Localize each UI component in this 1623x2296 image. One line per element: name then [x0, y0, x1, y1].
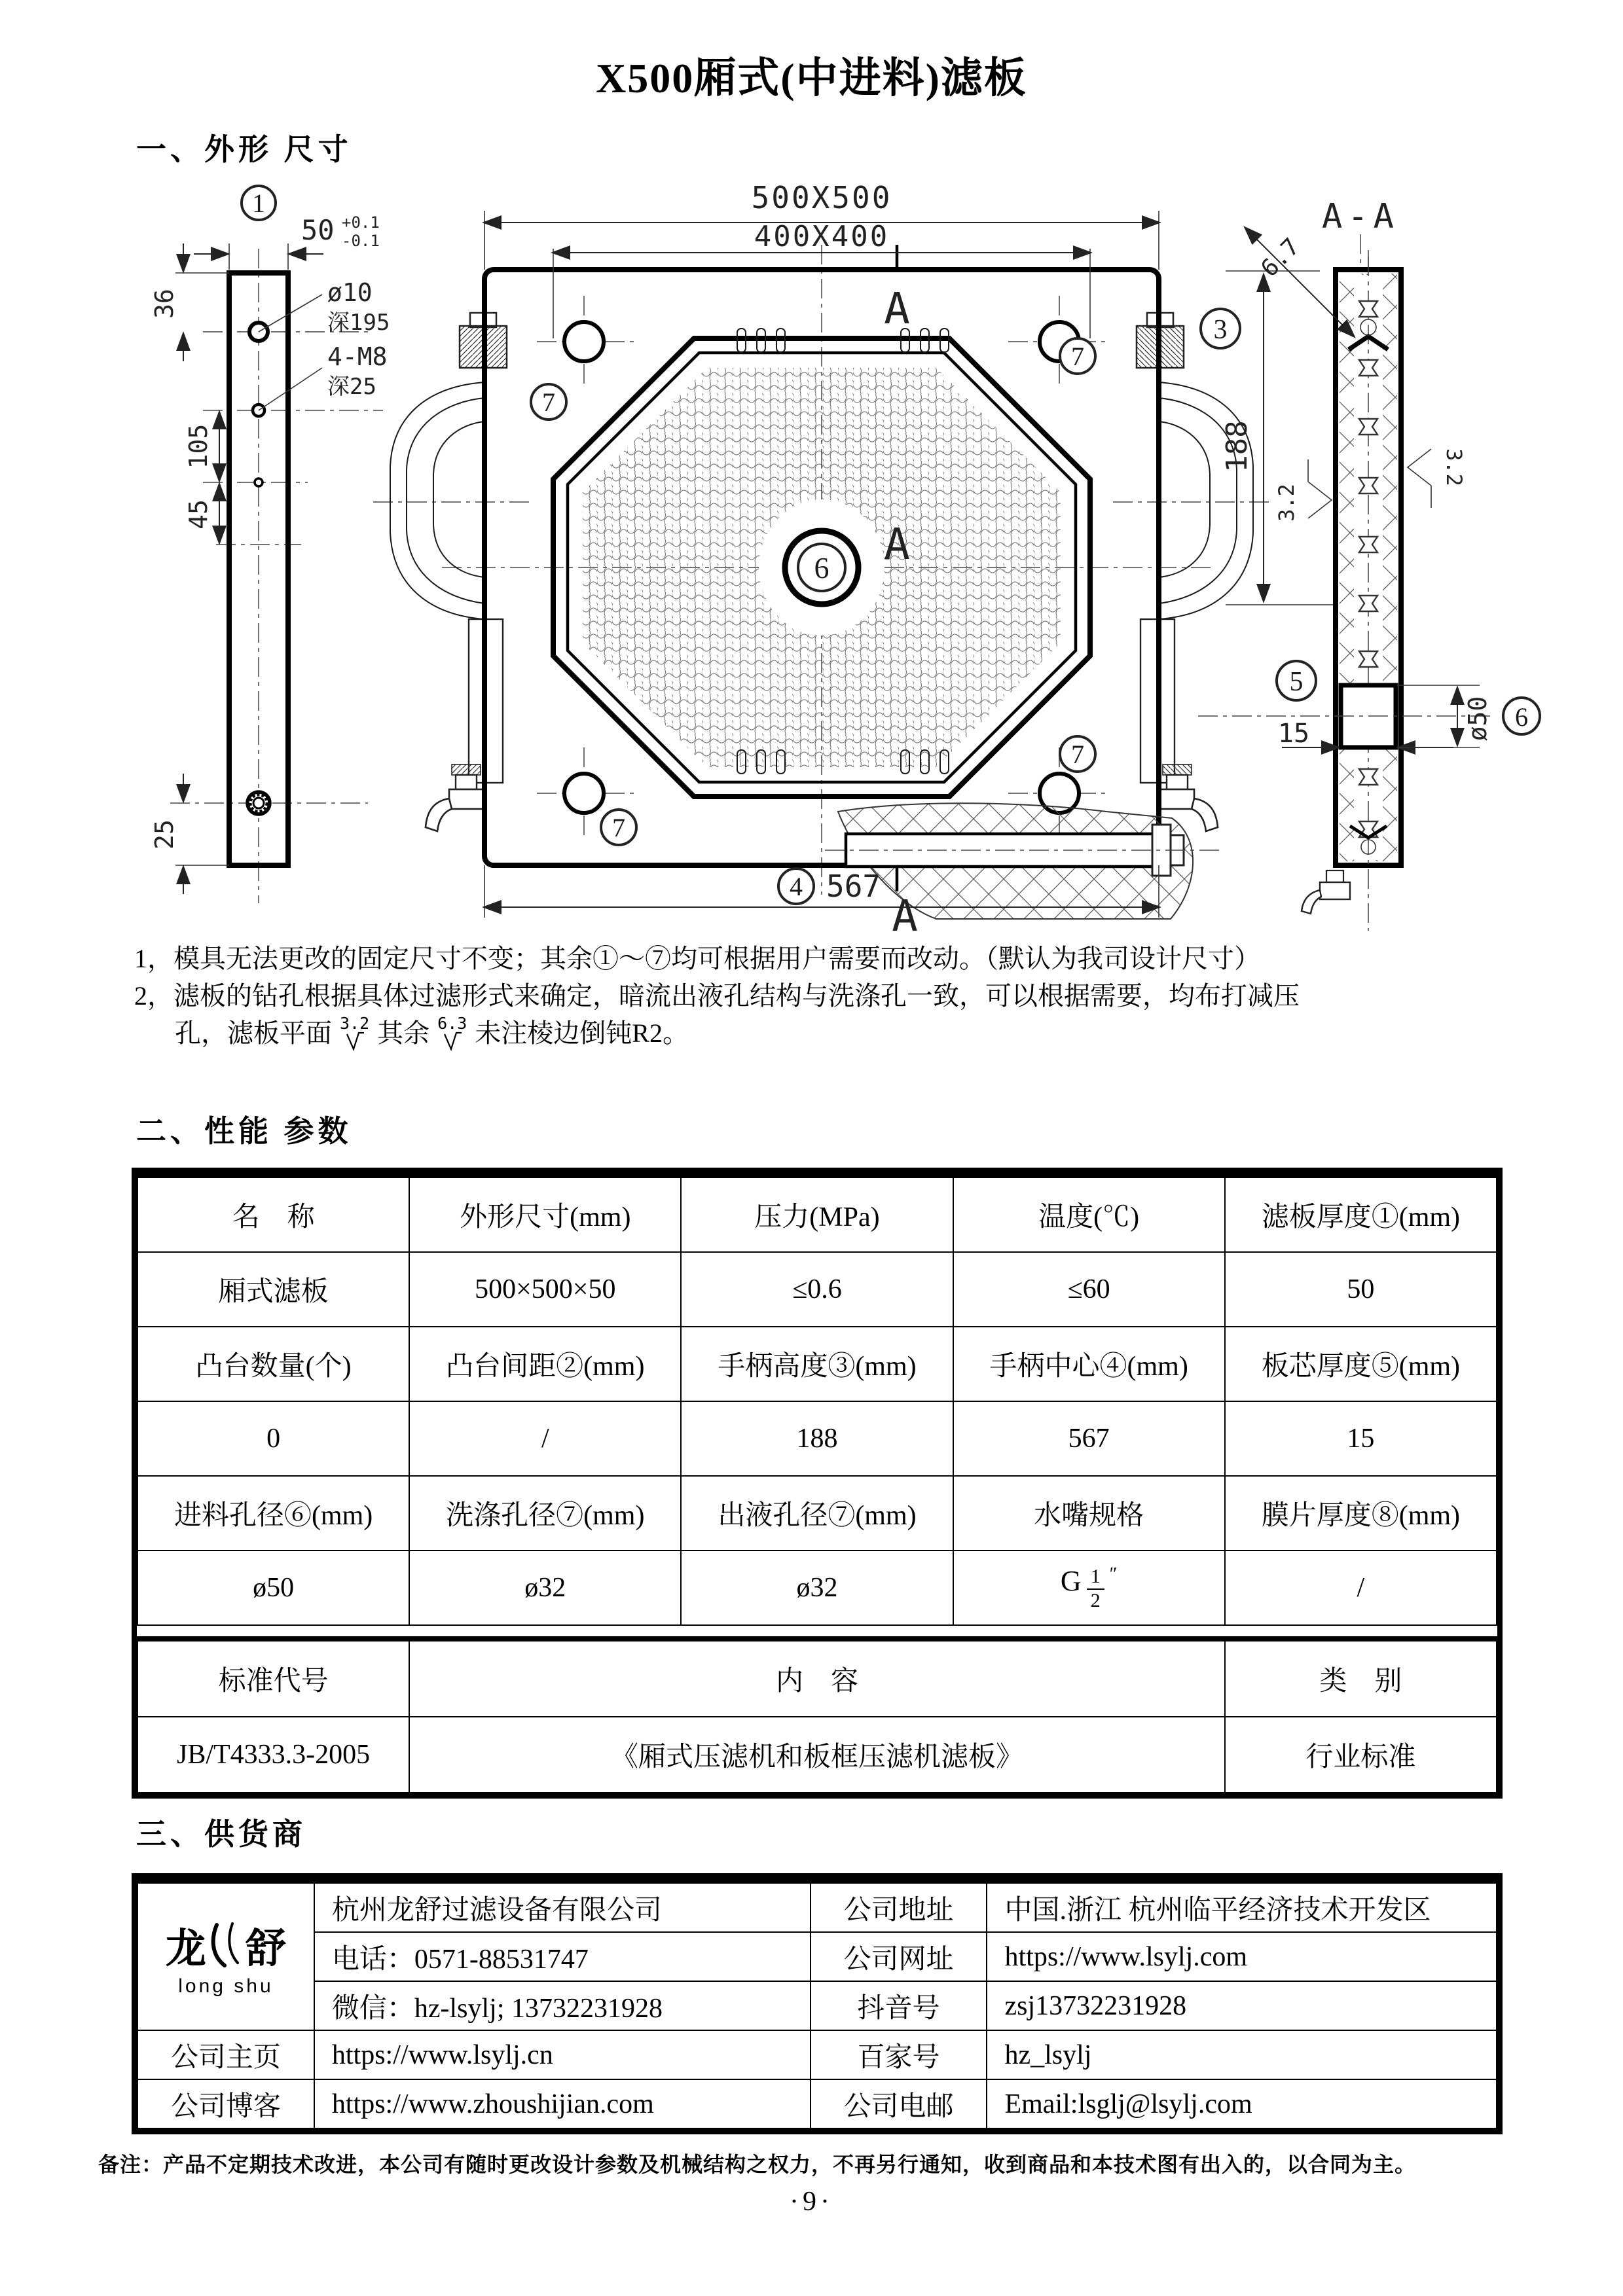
table-cell: 出液孔径⑦(mm): [681, 1476, 953, 1551]
nozzle-spec: G $\frac{1}{2}$ ″: [1060, 1564, 1118, 1611]
page-title: X500厢式(中进料)滤板: [596, 55, 1027, 101]
dim-plate-size: 500X500: [751, 180, 892, 215]
dim-188: 188: [1220, 420, 1254, 473]
field-label: 公司博客: [137, 2079, 314, 2128]
table-cell: 500×500×50: [409, 1252, 681, 1327]
company-website: https://www.lsylj.com: [987, 1932, 1497, 1981]
label-hole-mid: 4-M8: [327, 342, 388, 371]
table-cell: 行业标准: [1225, 1717, 1497, 1793]
table-cell: 《厢式压滤机和板框压滤机滤板》: [409, 1717, 1225, 1793]
supplier-table: [132, 1873, 1503, 2134]
callout-4: 4: [790, 872, 803, 901]
field-label: 公司地址: [811, 1883, 987, 1932]
roughness-symbol-3-2: 3.2: [340, 1015, 369, 1051]
company-name: 杭州龙舒过滤设备有限公司: [314, 1883, 811, 1932]
label-hole-top-depth: 深195: [327, 310, 390, 336]
roughness-left: 3.2: [1274, 484, 1299, 522]
side-view-dimensions: [150, 186, 390, 894]
table-cell: 0: [137, 1401, 409, 1476]
section-heading-performance: 二、性能 参数: [136, 1115, 352, 1148]
roughness-check-icon: [345, 1031, 365, 1051]
section-view: [1198, 197, 1493, 931]
company-blog: https://www.zhoushijian.com: [314, 2079, 811, 2128]
field-label: 公司网址: [811, 1932, 987, 1981]
table-cell: ø32: [681, 1551, 953, 1625]
longshu-logo-mark-icon: [208, 1922, 244, 1968]
table-cell: 滤板厚度①(mm): [1225, 1177, 1497, 1252]
callout-6-center: 6: [814, 551, 830, 584]
table-cell: ø32: [409, 1551, 681, 1625]
company-phone: 电话：0571-88531747: [314, 1932, 811, 1981]
dim-tolerance-plus: +0.1: [342, 213, 380, 232]
table-cell: ≤60: [953, 1252, 1225, 1327]
field-label: 百家号: [811, 2030, 987, 2079]
callout-5: 5: [1289, 667, 1304, 697]
note-2-part: 孔，滤板平面: [175, 1018, 332, 1048]
company-douyin: zsj13732231928: [987, 1981, 1497, 2030]
drawing-notes: [134, 940, 1509, 1052]
performance-table: [132, 1168, 1503, 1799]
roughness-check-icon: [443, 1031, 462, 1051]
front-view: [373, 245, 1270, 936]
section-heading-supplier: 三、供货商: [136, 1818, 306, 1851]
dim-25: 25: [150, 819, 179, 850]
table-cell: 标准代号: [137, 1639, 409, 1717]
section-letter-bottom: A: [892, 891, 918, 936]
section-letter-mid: A: [884, 519, 910, 569]
company-address: 中国.浙江 杭州临平经济技术开发区: [987, 1883, 1497, 1932]
note-2-part: 未注棱边倒钝R2。: [475, 1018, 689, 1048]
callout-7-br: 7: [1071, 740, 1084, 769]
table-cell: 凸台数量(个): [137, 1327, 409, 1401]
label-hole-top: ø10: [327, 278, 373, 307]
callout-3: 3: [1213, 315, 1228, 345]
table-cell: ≤0.6: [681, 1252, 953, 1327]
field-label: 公司主页: [137, 2030, 314, 2079]
table-cell: ø50: [137, 1551, 409, 1625]
dim-105: 105: [184, 423, 213, 469]
logo-char-right: 舒: [245, 1927, 286, 1971]
logo-char-left: 龙: [165, 1927, 206, 1971]
roughness-symbol-6-3: 6.3: [437, 1015, 467, 1051]
callout-1: 1: [252, 188, 265, 218]
callout-7-tl: 7: [542, 387, 555, 417]
table-cell: 15: [1225, 1401, 1497, 1476]
table-cell: 手柄高度③(mm): [681, 1327, 953, 1401]
table-cell: 洗涤孔径⑦(mm): [409, 1476, 681, 1551]
table-cell: 手柄中心④(mm): [953, 1327, 1225, 1401]
table-cell: 膜片厚度⑧(mm): [1225, 1476, 1497, 1551]
label-hole-mid-depth: 深25: [327, 374, 376, 400]
dim-thickness: 50: [301, 214, 335, 246]
callout-7-bl: 7: [612, 813, 625, 842]
table-cell: 温度(℃): [953, 1177, 1225, 1252]
dim-tolerance-minus: -0.1: [342, 232, 380, 250]
note-2-part: 其余: [377, 1018, 430, 1048]
table-cell: [953, 1551, 1225, 1625]
table-cell: 板芯厚度⑤(mm): [1225, 1327, 1497, 1401]
table-cell: 567: [953, 1401, 1225, 1476]
bottom-handle-bar: [825, 803, 1224, 919]
table-cell: /: [409, 1401, 681, 1476]
dim-36: 36: [150, 289, 179, 319]
dim-45: 45: [184, 499, 213, 529]
company-baijiahao: hz_lsylj: [987, 2030, 1497, 2079]
table-cell: 进料孔径⑥(mm): [137, 1476, 409, 1551]
table-cell: 内 容: [409, 1639, 1225, 1717]
callout-6-section: 6: [1515, 702, 1528, 732]
table-cell: JB/T4333.3-2005: [137, 1717, 409, 1793]
field-label: 公司电邮: [811, 2079, 987, 2128]
logo-subtitle: long shu: [178, 1975, 274, 1997]
table-cell: 类 别: [1225, 1639, 1497, 1717]
table-cell: 名 称: [137, 1177, 409, 1252]
dim-d50: ø50: [1463, 696, 1492, 742]
table-cell: /: [1225, 1551, 1497, 1625]
company-homepage: https://www.lsylj.cn: [314, 2030, 811, 2079]
dim-567: 567: [826, 869, 881, 904]
company-logo: [137, 1883, 314, 2030]
dim-15: 15: [1277, 719, 1310, 749]
table-cell: 50: [1225, 1252, 1497, 1327]
callout-7-tr: 7: [1071, 342, 1084, 371]
section-heading-dimensions: 一、外形 尺寸: [136, 133, 352, 166]
company-email: Email:lsglj@lsylj.com: [987, 2079, 1497, 2128]
table-cell: 凸台间距②(mm): [409, 1327, 681, 1401]
table-cell: 厢式滤板: [137, 1252, 409, 1327]
technical-drawing: [85, 171, 1545, 936]
table-cell: 外形尺寸(mm): [409, 1177, 681, 1252]
table-cell: 188: [681, 1401, 953, 1476]
note-1: 1，模具无法更改的固定尺寸不变；其余①～⑦均可根据用户需要而改动。（默认为我司设计尺寸）: [134, 944, 1260, 973]
note-2-line2: [134, 1014, 1509, 1052]
roughness-right: 3.2: [1442, 448, 1467, 486]
dim-6-7: 6.7: [1256, 233, 1305, 283]
table-cell: 水嘴规格: [953, 1476, 1225, 1551]
table-divider: [137, 1625, 1497, 1639]
page-number: ·9·: [790, 2187, 833, 2217]
field-label: 抖音号: [811, 1981, 987, 2030]
dim-core-size: 400X400: [754, 220, 890, 253]
section-title: A-A: [1322, 197, 1399, 236]
section-letter-top: A: [884, 283, 910, 334]
footer-note: 备注：产品不定期技术改进，本公司有随时更改设计参数及机械结构之权力，不再另行通知，收到商品和本技术图有出入的，以合同为主。: [98, 2153, 1417, 2176]
note-2-line1: 2，滤板的钻孔根据具体过滤形式来确定，暗流出液孔结构与洗涤孔一致，可以根据需要，均布打减压: [134, 981, 1300, 1011]
table-cell: 压力(MPa): [681, 1177, 953, 1252]
company-wechat: 微信：hz-lsylj; 13732231928: [314, 1981, 811, 2030]
